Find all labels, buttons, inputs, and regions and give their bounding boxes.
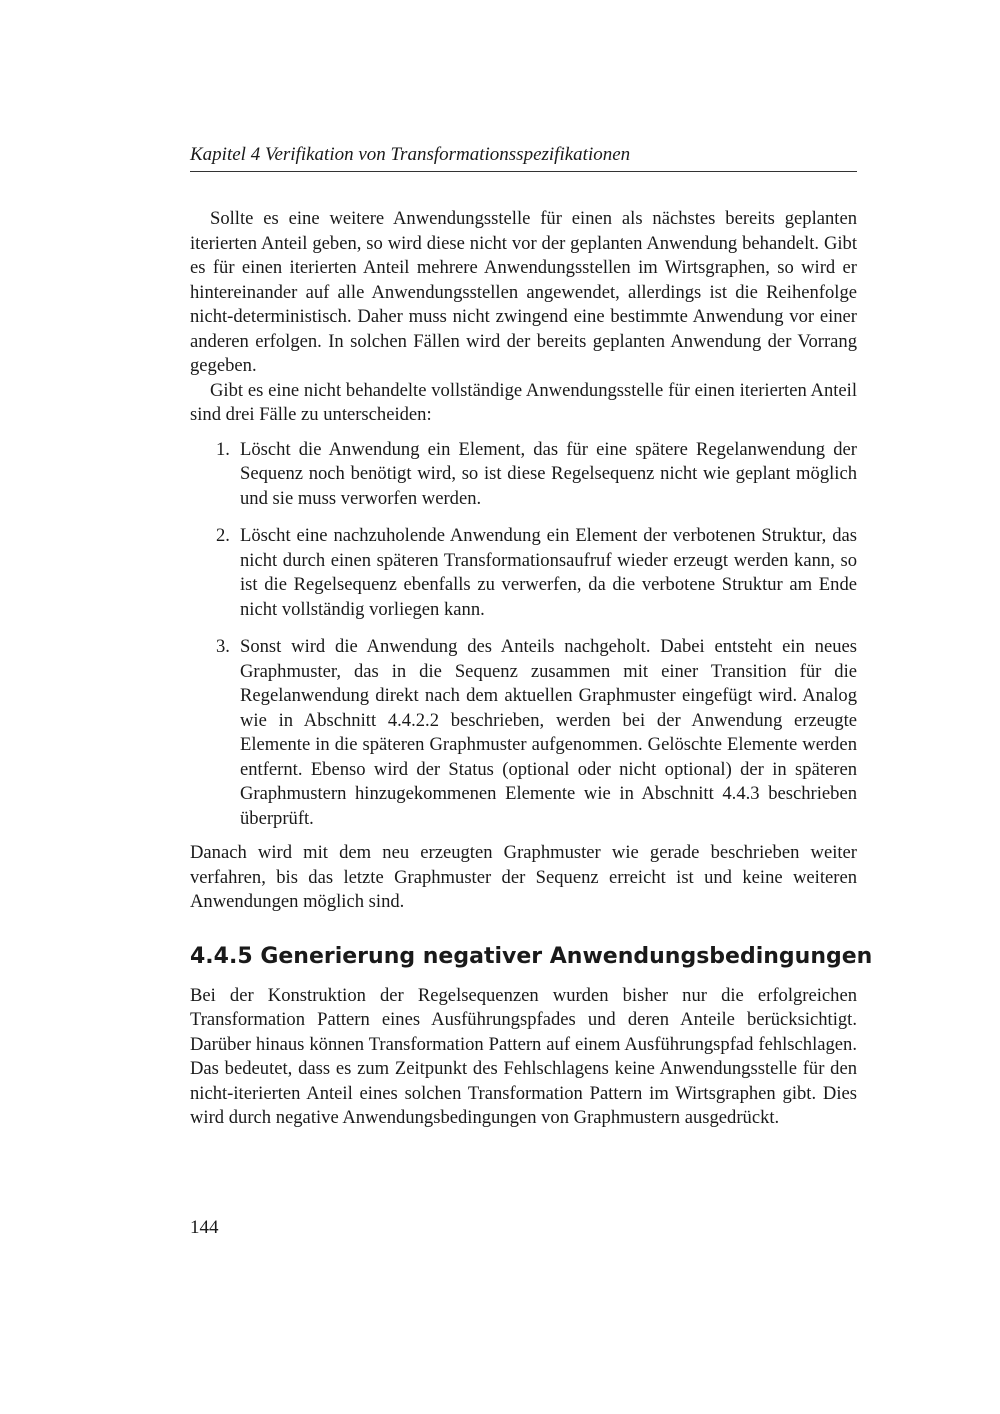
list-item-number: 3. <box>216 636 230 657</box>
list-item-number: 2. <box>216 525 230 546</box>
body-paragraph: Gibt es eine nicht behandelte vollständige Anwendungsstelle für einen iterierten Anteil sind drei Fälle zu unterscheiden: <box>190 379 857 425</box>
section-number: 4.4.5 <box>190 943 253 969</box>
section-paragraph: Bei der Konstruktion der Regelsequenzen wurden bisher nur die erfolgreichen Transformation Pattern eines Ausführungspfades und deren Anteile berücksichtigt. Darüber hinaus können Transformation Pattern auf einem Ausführungspfad fehlschlagen. Das bedeutet, dass es zum Zeitpunkt des Fehlschlagens keine Anwendungsstelle für den nicht-iterierten Anteil eines solchen Transformation Pattern im Wirtsgraphen gibt. Dies wird durch negative Anwendungsbedingungen von Graphmustern ausgedrückt. <box>190 984 857 1128</box>
page-body <box>190 207 873 1131</box>
list-item <box>190 524 857 622</box>
case-list <box>190 438 857 832</box>
page-number: 144 <box>190 1217 219 1238</box>
section-title: Generierung negativer Anwendungsbedingungen <box>260 943 873 969</box>
list-item-text: Löscht eine nachzuholende Anwendung ein Element der verbotenen Struktur, das nicht durch einen späteren Transformationsaufruf wieder erzeugt werden kann, so ist die Regelsequenz ebenfalls zu verwerfen, da die verbotene Struktur am Ende nicht vollständig vorliegen kann. <box>240 525 857 620</box>
section-heading <box>190 942 873 972</box>
list-item-number: 1. <box>216 438 230 460</box>
list-item-text: Löscht die Anwendung ein Element, das für eine spätere Regelanwendung der Sequenz noch benötigt wird, so ist diese Regelsequenz nicht wie geplant möglich und sie muss verworfen werden. <box>240 438 857 509</box>
body-paragraph: Sollte es eine weitere Anwendungsstelle für einen als nächstes bereits geplanten iterierten Anteil geben, so wird diese nicht vor der geplanten Anwendung behandelt. Gibt es für einen iterierten Anteil mehrere Anwendungsstellen im Wirtsgraphen, so wird er hintereinander auf alle Anwendungsstellen angewendet, allerdings ist die Reihenfolge nicht-deterministisch. Daher muss nicht zwingend eine bestimmte Anwendung vor einer anderen erfolgen. In solchen Fällen wird der bereits geplanten Anwendung der Vorrang gegeben. <box>190 208 857 376</box>
document-page <box>190 0 873 1414</box>
body-paragraph: Danach wird mit dem neu erzeugten Graphmuster wie gerade beschrieben weiter verfahren, bis das letzte Graphmuster der Sequenz erreicht ist und keine weiteren Anwendungen möglich sind. <box>190 842 857 912</box>
list-item <box>190 438 857 512</box>
list-item <box>190 635 857 831</box>
list-item-text: Sonst wird die Anwendung des Anteils nachgeholt. Dabei entsteht ein neues Graphmuster, das in die Sequenz zusammen mit einer Transition für die Regelanwendung direkt nach dem aktuellen Graphmuster eingefügt wird. Analog wie in Abschnitt 4.4.2.2 beschrieben, werden bei der Anwendung erzeugte Elemente in die späteren Graphmuster aufgenommen. Gelöschte Elemente werden entfernt. Ebenso wird der Status (optional oder nicht optional) der in späteren Graphmustern hinzugekommenen Elemente wie in Abschnitt 4.4.3 beschrieben überprüft. <box>240 636 857 829</box>
running-header: Kapitel 4 Verifikation von Transformationsspezifikationen <box>190 143 857 172</box>
